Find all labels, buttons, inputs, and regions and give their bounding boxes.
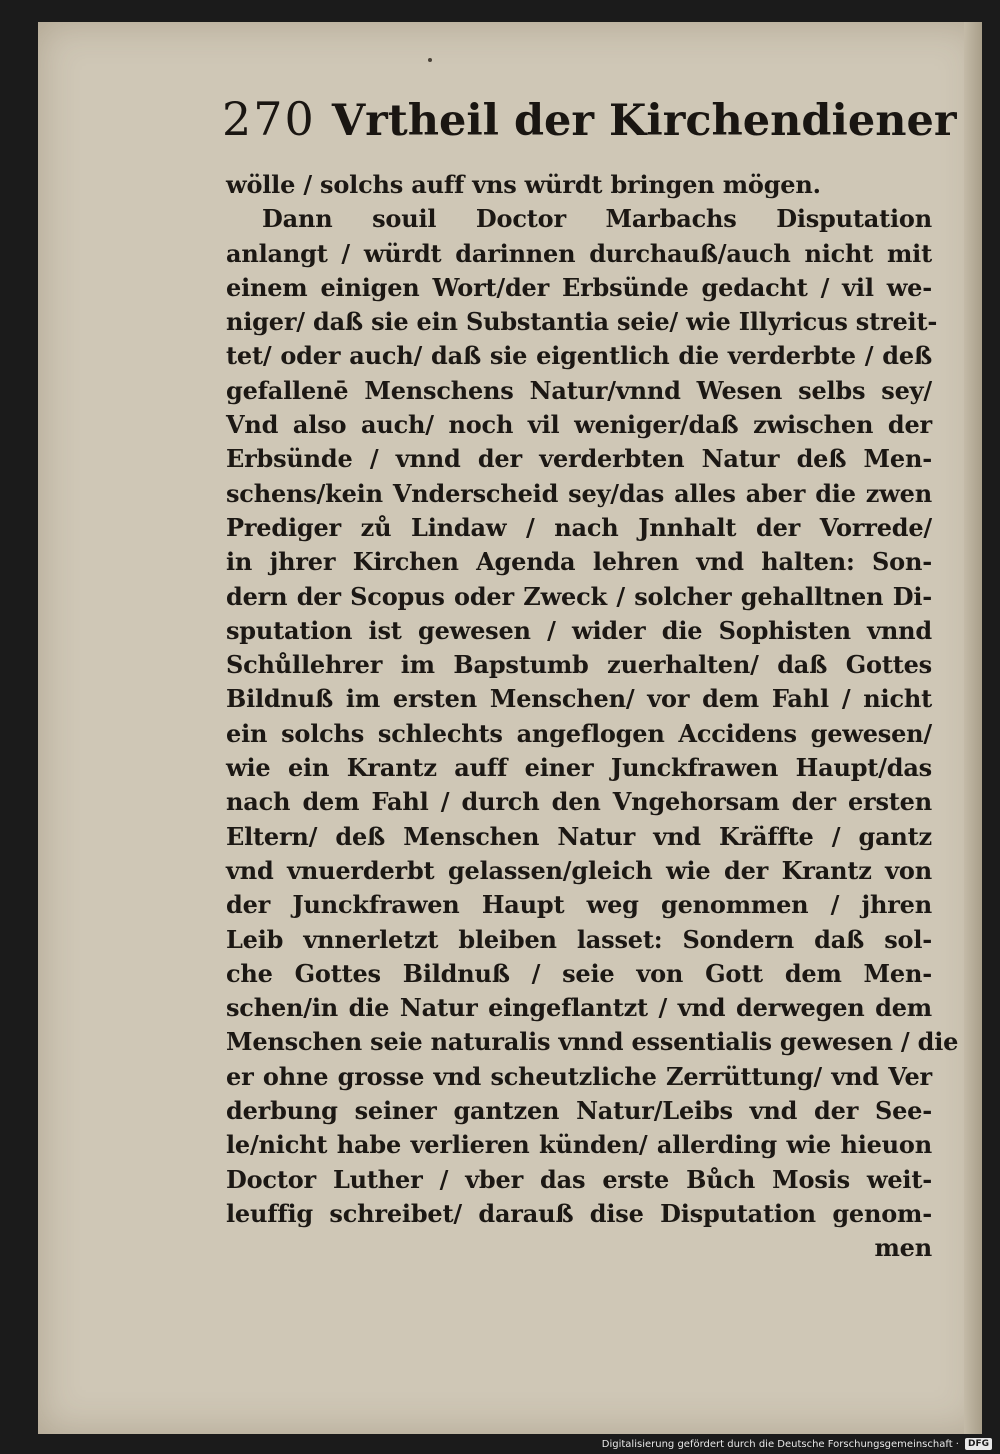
text-line: sputation ist gewesen / wider die Sophisten vnnd	[226, 615, 932, 645]
text-line: derbung seiner gantzen Natur/Leibs vnd der See-	[226, 1096, 932, 1126]
text-line: dern der Scopus oder Zweck / solcher gehalltnen Di-	[226, 581, 932, 611]
text-line: der Junckfrawen Haupt weg genommen / jhren	[226, 890, 932, 920]
running-head: Vrtheil der Kirchendiener	[331, 96, 957, 146]
text-line: Erbsünde / vnnd der verderbten Natur deß Men-	[226, 444, 932, 474]
text-line: Eltern/ deß Menschen Natur vnd Kräffte / gantz	[226, 821, 932, 851]
text-line: leuffig schreibet/ darauß dise Disputation genom-	[226, 1198, 932, 1228]
text-line: niger/ daß sie ein Substantia seie/ wie Illyricus streit-	[226, 307, 938, 337]
text-line: anlangt / würdt darinnen durchauß/auch nicht mit	[226, 238, 932, 268]
text-line: Dann souil Doctor Marbachs Disputation	[262, 204, 932, 234]
page-edge	[964, 22, 982, 1434]
page-header	[222, 92, 957, 146]
text-line: tet/ oder auch/ daß sie eigentlich die verderbte / deß	[226, 341, 932, 371]
text-line: schen/in die Natur eingeflantzt / vnd derwegen dem	[226, 993, 932, 1023]
text-line: einem einigen Wort/der Erbsünde gedacht / vil we-	[226, 272, 932, 302]
text-line: Bildnuß im ersten Menschen/ vor dem Fahl / nicht	[226, 684, 932, 714]
text-line: er ohne grosse vnd scheutzliche Zerrüttung/ vnd Ver	[226, 1061, 932, 1091]
text-line: Menschen seie naturalis vnnd essentialis gewesen / die	[226, 1027, 959, 1057]
text-line: schens/kein Vnderscheid sey/das alles aber die zwen	[226, 478, 932, 508]
digitization-credit	[602, 1438, 992, 1450]
ink-speck	[428, 58, 432, 62]
text-line: vnd vnuerderbt gelassen/gleich wie der Krantz von	[226, 855, 932, 885]
text-line: Leib vnnerletzt bleiben lasset: Sondern daß sol-	[226, 924, 932, 954]
text-line: ein solchs schlechts angeflogen Accidens gewesen/	[226, 718, 932, 748]
text-line: le/nicht habe verlieren künden/ allerding wie hieuon	[226, 1130, 932, 1160]
text-line: Vnd also auch/ noch vil weniger/daß zwischen der	[226, 410, 932, 440]
text-line: gefallenē Menschens Natur/vnnd Wesen selbs sey/	[226, 375, 932, 405]
text-line: wie ein Krantz auff einer Junckfrawen Haupt/das	[226, 753, 932, 783]
text-line: Doctor Luther / vber das erste Bůch Mosis weit-	[226, 1164, 932, 1194]
dfg-logo: DFG	[965, 1438, 992, 1450]
page-number: 270	[222, 92, 316, 146]
text-line: che Gottes Bildnuß / seie von Gott dem Men-	[226, 958, 932, 988]
catchword: men	[874, 1233, 932, 1263]
text-line: nach dem Fahl / durch den Vngehorsam der ersten	[226, 787, 932, 817]
text-line: Prediger zů Lindaw / nach Jnnhalt der Vorrede/	[226, 512, 932, 542]
credit-text: Digitalisierung gefördert durch die Deutsche Forschungsgemeinschaft ·	[601, 1438, 959, 1450]
text-line: in jhrer Kirchen Agenda lehren vnd halten: Son-	[226, 547, 932, 577]
body-text	[226, 168, 959, 1266]
text-line: wölle / solchs auff vns würdt bringen mögen.	[226, 170, 821, 199]
text-line: Schůllehrer im Bapstumb zuerhalten/ daß Gottes	[226, 650, 932, 680]
